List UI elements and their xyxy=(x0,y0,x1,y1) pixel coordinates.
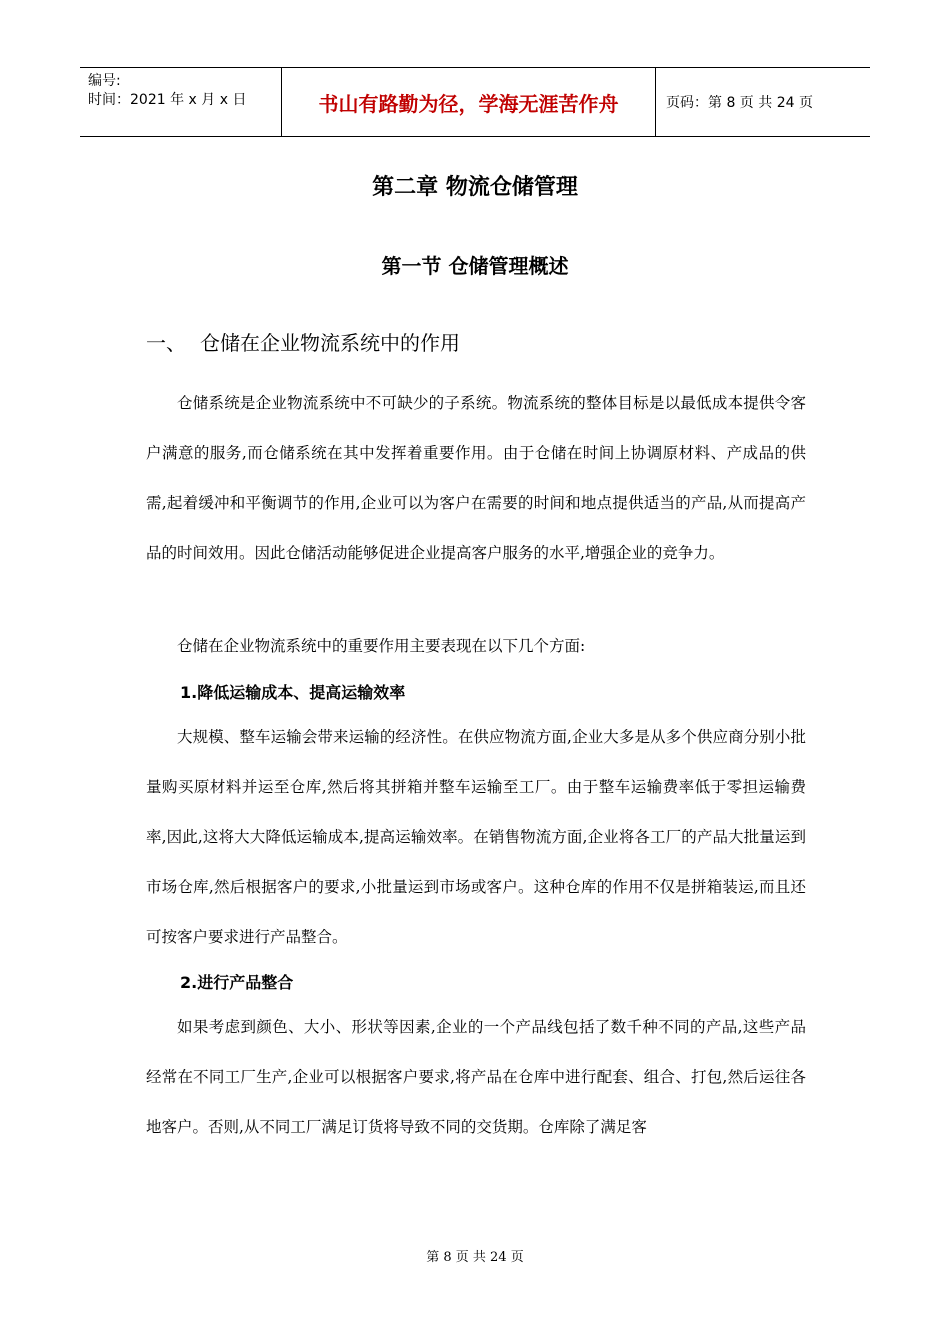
header-meta xyxy=(80,68,281,136)
subheading: 2.进行产品整合 xyxy=(180,973,294,992)
paragraph: 大规模、整车运输会带来运输的经济性。在供应物流方面,企业大多是从多个供应商分别小批量购买原材料并运至仓库,然后将其拼箱并整车运输至工厂。由于整车运输费率低于零担运输费率,因此,这将大大降低运输成本,提高运输效率。在销售物流方面,企业将各工厂的产品大批量运到市场仓库,然后根据客户的要求,小批量运到市场或客户。这种仓库的作用不仅是拼箱装运,而且还可按客户要求进行产品整合。 xyxy=(146,728,806,946)
chapter-title: 第二章 物流仓储管理 xyxy=(372,175,578,200)
section-title: 第一节 仓储管理概述 xyxy=(381,254,569,278)
paragraph: 如果考虑到颜色、大小、形状等因素,企业的一个产品线包括了数千种不同的产品,这些产品经常在不同工厂生产,企业可以根据客户要求,将产品在仓库中进行配套、组合、打包,然后运往各地客户。否则,从不同工厂满足订货将导致不同的交货期。仓库除了满足客 xyxy=(146,1018,806,1136)
header-page-info: 页码：第 8 页 共 24 页 xyxy=(666,95,813,111)
subheading: 1.降低运输成本、提高运输效率 xyxy=(180,683,406,702)
paragraph: 仓储系统是企业物流系统中不可缺少的子系统。物流系统的整体目标是以最低成本提供令客户满意的服务,而仓储系统在其中发挥着重要作用。由于仓储在时间上协调原材料、产成品的供需,起着缓冲和平衡调节的作用,企业可以为客户在需要的时间和地点提供适当的产品,从而提高产品的时间效用。因此仓储活动能够促进企业提高客户服务的水平,增强企业的竞争力。 xyxy=(146,394,806,562)
time-label: 时间：2021 年 x 月 x 日 xyxy=(88,92,247,108)
page-footer: 第 8 页 共 24 页 xyxy=(426,1250,524,1265)
page-header xyxy=(80,67,870,137)
id-label: 编号: xyxy=(88,73,121,89)
paragraph: 仓储在企业物流系统中的重要作用主要表现在以下几个方面: xyxy=(177,637,586,655)
heading-level1 xyxy=(146,327,460,356)
heading-text: 仓储在企业物流系统中的作用 xyxy=(200,331,460,355)
heading-number: 一、 xyxy=(146,331,186,355)
header-motto: 书山有路勤为径，学海无涯苦作舟 xyxy=(281,68,656,136)
